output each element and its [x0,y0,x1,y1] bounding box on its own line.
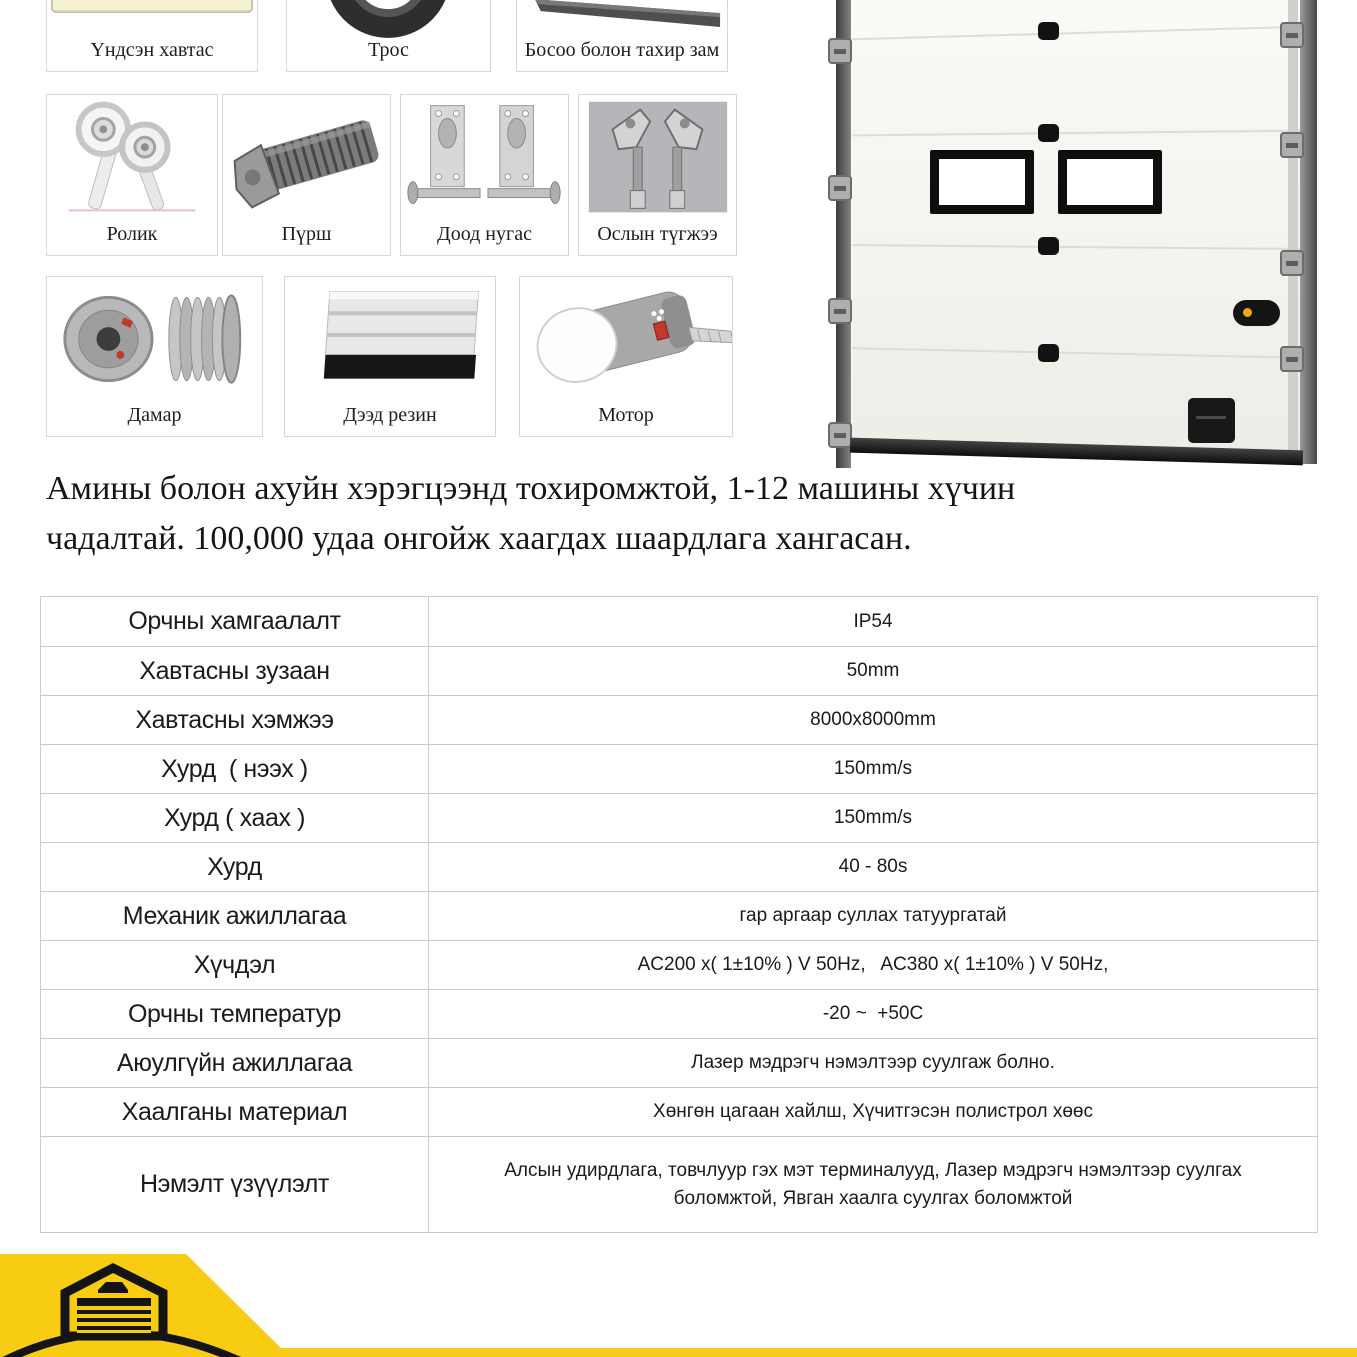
hinge-bracket [828,298,852,324]
table-row [41,891,1317,940]
component-label: Пүрш [281,223,332,245]
component-card-safety-lock [578,94,737,256]
door-handle [1038,124,1059,142]
spec-label: Хавтасны зузаан [41,647,429,695]
sectional-door-photo [828,0,1326,472]
spring-icon [223,99,390,221]
spec-table [40,596,1318,1233]
door-window-left [930,150,1034,214]
motor-icon [520,281,732,401]
spec-label: Механик ажиллагаа [41,892,429,940]
spec-label: Хавтасны хэмжээ [41,696,429,744]
table-row [41,695,1317,744]
spec-value: Алсын удирдлага, товчлуур гэх мэт терминалууд, Лазер мэдрэгч нэмэлтээр суулгах боломжтой, Явган хаалга суулгах боломжтой [504,1159,1248,1209]
drum-icon [47,281,262,401]
spec-label: Хүчдэл [41,941,429,989]
spec-label: Хурд [41,843,429,891]
table-row [41,1087,1317,1136]
product-description [46,464,1306,564]
hinge-bracket [828,38,852,64]
door-handle [1038,22,1059,40]
component-label: Босоо болон тахир зам [524,39,720,61]
spec-label: Хурд ( нээх ) [41,745,429,793]
door-panel [852,0,1302,452]
component-card-bottom-hinge [400,94,569,256]
spec-value: IP54 [853,610,893,632]
spec-label: Аюулгүйн ажиллагаа [41,1039,429,1087]
component-label: Дээд резин [343,404,437,426]
safety-lock-icon [579,99,736,221]
component-card-main-panel [46,0,258,72]
spec-value: 8000x8000mm [810,709,936,731]
table-row [41,940,1317,989]
table-row [41,989,1317,1038]
component-label: Үндсэн хавтас [90,39,214,61]
spec-label: Орчны хамгаалалт [41,597,429,646]
component-card-roller [46,94,218,256]
door-window-right [1058,150,1162,214]
garage-logo-icon [0,1240,1357,1357]
door-track-left [836,0,851,468]
bottom-hinge-icon [401,99,568,221]
door-track-right [1300,0,1317,464]
top-rubber-icon [285,281,495,401]
spec-value: -20 ~ +50C [822,1003,924,1025]
hinge-bracket [1280,132,1304,158]
table-row [41,744,1317,793]
component-card-spring [222,94,391,256]
hinge-bracket [828,175,852,201]
hinge-bracket [1280,250,1304,276]
table-row [41,842,1317,891]
component-card-drum [46,276,263,437]
latch-dot [1243,308,1252,317]
spec-label: Хурд ( хаах ) [41,794,429,842]
component-label: Мотор [598,404,654,426]
spec-value: Лазер мэдрэгч нэмэлтээр суулгаж болно. [691,1052,1055,1074]
description-line-1: Амины болон ахуйн хэрэгцээнд тохиромжтой, 1-12 машины хүчин [46,470,1016,507]
hinge-bracket [1280,22,1304,48]
table-row [41,646,1317,695]
description-line-2: чадалтай. 100,000 удаа онгойж хаагдах шаардлага хангасан. [46,520,912,557]
spec-value: 150mm/s [833,758,913,780]
component-card-cable [286,0,491,72]
door-label-plate [1188,398,1235,443]
table-row [41,1136,1317,1232]
hinge-bracket [828,422,852,448]
spec-value: 40 - 80s [838,856,908,878]
table-row [41,793,1317,842]
door-handle [1038,344,1059,362]
component-label: Дамар [127,404,182,426]
spec-label: Нэмэлт үзүүлэлт [41,1137,429,1232]
hinge-bracket [1280,346,1304,372]
spec-value: 150mm/s [833,807,913,829]
component-label: Ролик [106,223,158,245]
component-card-track [516,0,728,72]
component-card-top-rubber [284,276,496,437]
component-label: Ослын түгжээ [597,223,718,245]
spec-value: 50mm [846,660,900,682]
spec-label: Орчны температур [41,990,429,1038]
component-label: Доод нугас [437,223,532,245]
door-handle [1038,237,1059,255]
door-rail-right [1288,0,1298,460]
door-latch [1233,300,1280,326]
table-row [41,1038,1317,1087]
table-row [41,597,1317,646]
spec-label: Хаалганы материал [41,1088,429,1136]
component-card-motor [519,276,733,437]
company-logo [0,1240,1357,1357]
component-label: Трос [368,39,409,61]
roller-icon [47,99,217,221]
spec-value: Хөнгөн цагаан хайлш, Хүчитгэсэн полистрол хөөс [653,1101,1093,1123]
spec-value: гар аргаар суллах татуургатай [739,905,1007,927]
spec-value: AC200 x( 1±10% ) V 50Hz, AC380 x( 1±10% ) V 50Hz, [637,954,1109,976]
